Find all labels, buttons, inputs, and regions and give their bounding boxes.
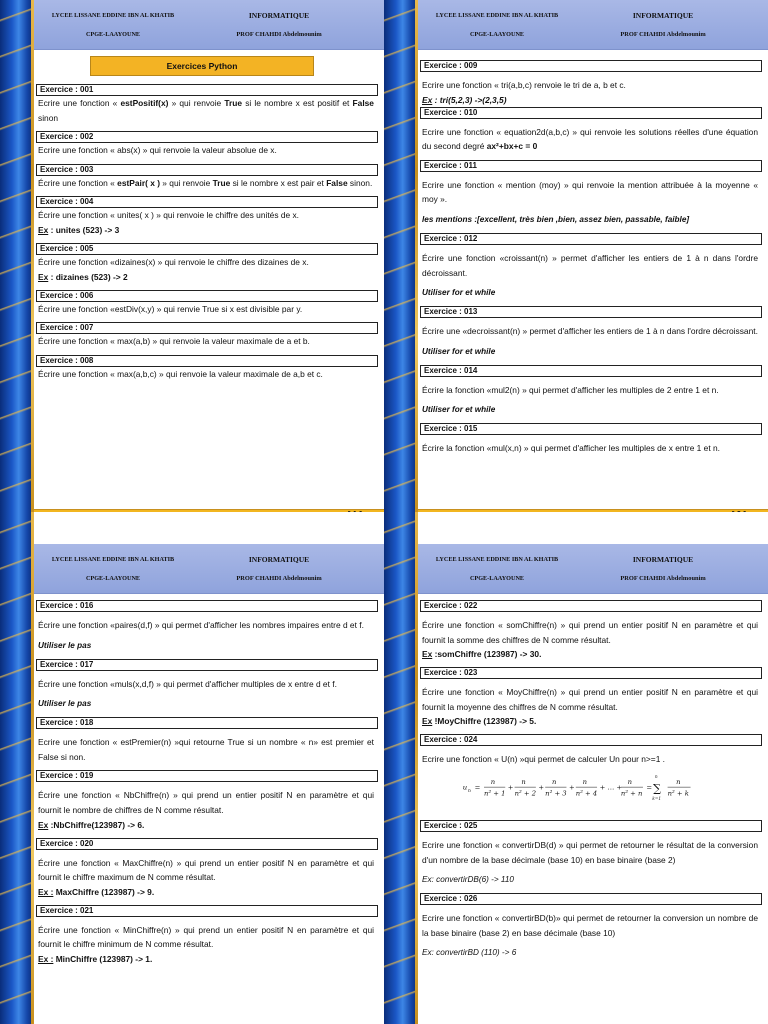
exercise-text: Ecrire une fonction « convertirBD(b)» qui permet de retourner la conversion un nombre de la base binaire (base 2) en base décimale (base 10) [422,913,758,938]
svg-text:n: n [521,777,526,786]
page-content [418,600,768,960]
svg-text:+: + [507,783,514,792]
exercise-header: Exercice : 026 [420,893,762,905]
page-header [34,544,384,594]
exercise-text: Écrire une fonction «dizaines(x) » qui renvoie le chiffre des dizaines de x. [38,256,309,267]
exercise-example: Ex : MinChiffre (123987) -> 1. [38,953,153,964]
page-2 [384,0,768,512]
exercise-header: Exercice : 008 [36,355,378,367]
svg-text:n² + 3: n² + 3 [545,789,567,798]
exercise-text: Écrire une fonction « somChiffre(n) » qui prend un entier positif N en paramètre et qui fournit la somme des chiffres de N comme résultat. [422,620,758,645]
svg-text:n² + n: n² + n [620,789,643,798]
exercise-header: Exercice : 004 [36,196,378,208]
page-3 [0,512,384,1024]
exercise-note: les mentions :[excellent, très bien ,bien, assez bien, passable, faible] [422,214,690,224]
exercise-note: Utiliser for et while [422,405,496,415]
exercise-header: Exercice : 013 [420,306,762,318]
exercise-example: Ex :NbChiffre(123987) -> 6. [38,819,145,830]
exercise-example: Ex :somChiffre (123987) -> 30. [422,649,542,660]
exercise-text: Ecrire une fonction « tri(a,b,c) renvoie le tri de a, b et c. [422,80,626,90]
exercise-header: Exercice : 024 [420,734,762,746]
exercise-text: Écrire une fonction « MinChiffre(n) » qui prend un entier positif N en paramètre et qui fournit le chiffre minimum de N comme résultat. [38,924,374,950]
exercise-text: Écrire la fonction «mul2(n) » qui permet d'afficher les multiples de 2 entre 1 et n. [422,384,719,395]
exercise-header: Exercice : 002 [36,131,378,143]
exercise-text: Ecrire une fonction « estPositif(x) » qui renvoie True si le nombre x est positif et False sinon [38,98,374,123]
svg-text:k=1: k=1 [652,796,662,802]
exercise-text: Écrire une fonction « MaxChiffre(n) » qui prend un entier positif N en paramètre et qui fournit le chiffre maximum de N comme résultat. [38,857,374,883]
subject-name: INFORMATIQUE [248,555,310,564]
exercise-header: Exercice : 005 [36,243,378,255]
school-name: LYCEE LISSANE EDDINE IBN AL KHATIB [435,556,559,563]
exercise-header: Exercice : 011 [420,160,762,172]
exercise-header: Exercice : 010 [420,107,762,119]
svg-text:u: u [462,783,468,792]
exercise-example: Ex : unites (523) -> 3 [38,224,120,235]
page-header [418,0,768,50]
exercise-text: Écrire une fonction « MoyChiffre(n) » qui prend un entier positif N en paramètre et qui fournit la moyenne des chiffres de N comme résultat. [422,687,758,712]
exercise-header: Exercice : 019 [36,770,378,782]
subject-name: INFORMATIQUE [632,555,694,564]
svg-text:n: n [552,777,557,786]
exercise-text: Écrire une fonction «muls(x,d,f) » qui permet d'afficher multiples de x entre d et f. [38,678,337,689]
page-header [418,544,768,594]
page-title: Exercices Python [90,56,314,76]
exercise-example: Ex : tri(5,2,3) ->(2,3,5) [422,94,507,105]
svg-text:n² + 1: n² + 1 [484,789,506,798]
exercise-text: Écrire une fonction «estDiv(x,y) » qui renvie True si x est divisible par y. [38,303,303,314]
exercise-header: Exercice : 023 [420,667,762,679]
svg-text:∑: ∑ [653,782,662,796]
exercise-header: Exercice : 022 [420,600,762,612]
exercise-text: Écrire une fonction « max(a,b) » qui renvoie la valeur maximale de a et b. [38,336,310,347]
exercise-text: Écrire la fonction «mul(x,n) » qui permet d'afficher les multiples de x entre 1 et n. [422,443,720,454]
svg-text:n² + 2: n² + 2 [514,789,537,798]
school-name: LYCEE LISSANE EDDINE IBN AL KHATIB [51,12,175,19]
exercise-header: Exercice : 007 [36,322,378,334]
exercise-header: Exercice : 016 [36,600,378,612]
exercise-text: Écrire une fonction « NbChiffre(n) » qui prend un entier positif N en paramètre et qui fournit le nombre de chiffres de N comme résultat. [38,790,374,815]
exercise-text: Écrire une fonction « max(a,b,c) » qui renvoie la valeur maximale de a,b et c. [38,368,323,379]
exercise-header: Exercice : 001 [36,84,378,96]
exercise-example: Ex: convertirDB(6) -> 110 [422,875,514,885]
svg-text:n: n [490,777,496,786]
svg-text:n: n [627,777,633,786]
side-decoration [0,512,34,1024]
side-decoration [0,0,34,512]
svg-text:=: = [646,783,653,792]
exercise-text: Ecrire une fonction « convertirDB(d) » qui permet de retourner le résultat de la conversion d'un nombre de la base décimale (base 10) en base binaire (base 2) [422,839,758,865]
side-decoration [384,512,418,1024]
exercise-header: Exercice : 003 [36,164,378,176]
exercise-header: Exercice : 014 [420,365,762,377]
school-city: CPGE-LAAYOUNE [85,31,141,38]
teacher-name: PROF CHAHDI Abdelmounim [236,575,322,582]
exercise-example: Ex: convertirBD (110) -> 6 [422,948,517,958]
teacher-name: PROF CHAHDI Abdelmounim [236,31,322,38]
exercise-header: Exercice : 021 [36,905,378,917]
subject-name: INFORMATIQUE [248,11,310,20]
exercise-text: Ecrire une fonction « equation2d(a,b,c) » qui renvoie les solutions réelles d'une équation du second degré ax²+bx+c = 0 [422,126,758,152]
school-city: CPGE-LAAYOUNE [469,575,525,582]
exercise-text: Écrire une fonction «paires(d,f) » qui permet d'afficher les nombres impaires entre d et f. [38,620,364,630]
svg-text:+ … +: + … + [599,783,623,792]
exercise-text: Écrire une fonction «croissant(n) » permet d'afficher les entiers de 1 à n dans l'ordre décroissant. [422,252,758,278]
exercise-header: Exercice : 015 [420,423,762,435]
svg-text:n² + 4: n² + 4 [575,789,598,798]
page-content [418,60,768,456]
svg-text:n: n [467,789,471,795]
page-1 [0,0,384,512]
exercise-header: Exercice : 020 [36,838,378,850]
page-content [34,600,384,966]
exercise-example: Ex : MaxChiffre (123987) -> 9. [38,886,155,897]
exercise-text: Ecrire une fonction « abs(x) » qui renvoie la valeur absolue de x. [38,145,277,156]
page-header [34,0,384,50]
svg-text:n: n [676,777,681,786]
exercise-header: Exercice : 017 [36,659,378,671]
school-name: LYCEE LISSANE EDDINE IBN AL KHATIB [51,556,175,563]
subject-name: INFORMATIQUE [632,11,694,20]
exercise-note: Utiliser le pas [38,699,92,709]
exercise-header: Exercice : 018 [36,717,378,729]
school-city: CPGE-LAAYOUNE [85,575,141,582]
teacher-name: PROF CHAHDI Abdelmounim [620,31,706,38]
school-name: LYCEE LISSANE EDDINE IBN AL KHATIB [435,12,559,19]
exercise-header: Exercice : 009 [420,60,762,72]
svg-text:=: = [474,783,481,792]
exercise-text: Ecrire une fonction « U(n) »qui permet de calculer Un pour n>=1 . [422,754,666,765]
exercise-note: Utiliser for et while [422,288,496,298]
svg-text:n: n [654,774,658,780]
side-decoration [384,0,418,512]
exercise-text: Ecrire une fonction « mention (moy) » qui renvoie la mention attribuée à la moyenne « moy ». [422,179,758,205]
exercise-example: Ex !MoyChiffre (123987) -> 5. [422,716,537,727]
exercise-text: Ecrire une fonction « estPremier(n) »qui retourne True si un nombre « n» est premier et False si non. [38,737,374,762]
exercise-text: Écrire une «decroissant(n) » permet d'afficher les entiers de 1 à n dans l'ordre décroissant. [422,326,758,337]
exercise-note: Utiliser for et while [422,346,496,356]
svg-text:+: + [569,783,575,792]
exercise-header: Exercice : 012 [420,233,762,245]
page-4 [384,512,768,1024]
page-content [34,56,384,381]
exercise-header: Exercice : 006 [36,290,378,302]
svg-text:+: + [538,783,545,792]
svg-text:n: n [582,777,587,786]
exercise-text: Écrire une fonction « unites( x ) » qui renvoie le chiffre des unités de x. [38,210,300,221]
svg-text:n² + k: n² + k [667,789,689,798]
school-city: CPGE-LAAYOUNE [469,31,525,38]
formula-un [438,771,768,805]
exercise-text: Écrire une fonction « estPair( x ) » qui renvoie True si le nombre x est pair et False sinon. [38,177,373,188]
exercise-note: Utiliser le pas [38,640,92,650]
exercise-header: Exercice : 025 [420,820,762,832]
teacher-name: PROF CHAHDI Abdelmounim [620,575,706,582]
exercise-example: Ex : dizaines (523) -> 2 [38,271,128,282]
